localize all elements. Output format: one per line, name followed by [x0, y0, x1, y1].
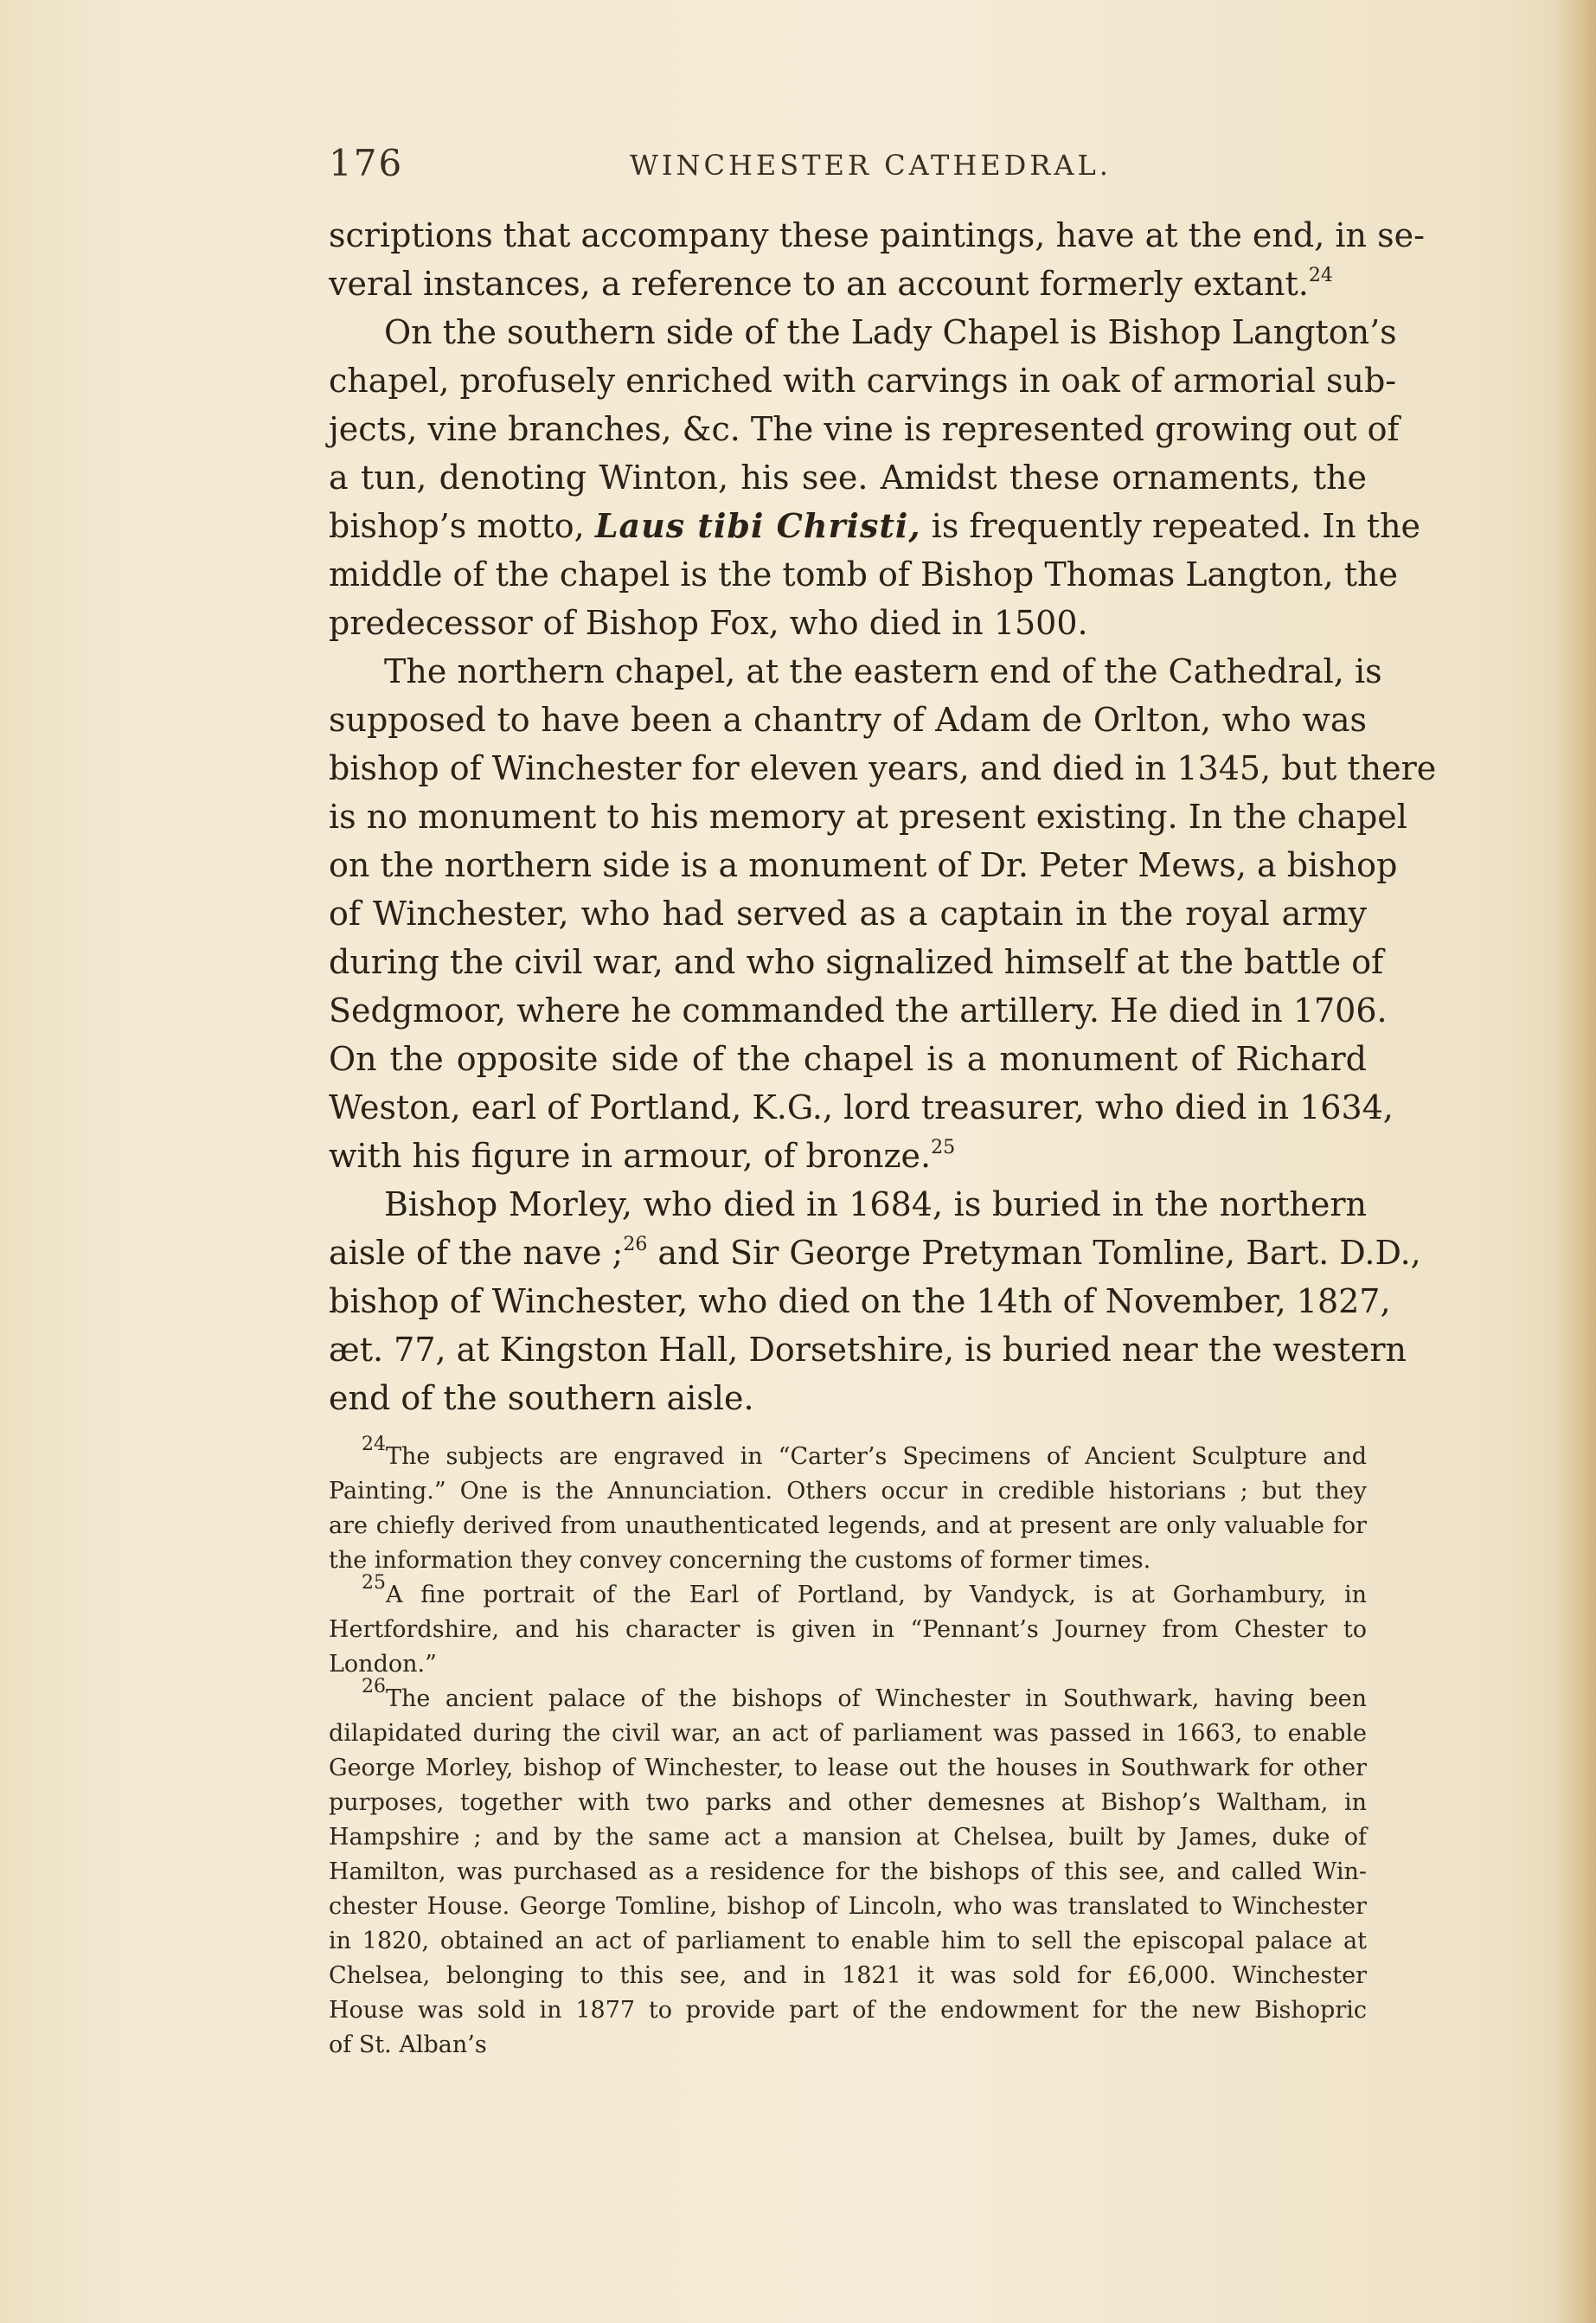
footnote-line: purposes, together with two parks and other demesnes at Bishop’s Waltham, in — [329, 1789, 1367, 1816]
text-line: Sedgmoor, where he commanded the artillery. He died in 1706. — [329, 991, 1388, 1030]
footnote-line: dilapidated during the civil war, an act of parliament was passed in 1663, to enable — [329, 1720, 1367, 1747]
text-line: during the civil war, and who signalized himself at the battle of — [329, 943, 1384, 981]
footnote-line: Chelsea, belonging to this see, and in 1821 it was sold for £6,000. Winchester — [329, 1962, 1367, 1989]
text-line: predecessor of Bishop Fox, who died in 1500. — [329, 604, 1088, 642]
text-line: on the northern side is a monument of Dr. Peter Mews, a bishop — [329, 846, 1398, 884]
page-header — [329, 138, 1367, 190]
motto-blackletter: Laus tibi Christi, — [594, 506, 921, 545]
running-head: WINCHESTER CATHEDRAL. — [630, 149, 1112, 182]
footnote-text: The ancient palace of the bishops of Winchester in Southwark, having been — [386, 1685, 1367, 1712]
text-line: jects, vine branches, &c. The vine is represented growing out of — [329, 410, 1400, 448]
footnote-line: the information they convey concerning the customs of former times. — [329, 1547, 1151, 1574]
footnote-line: Hampshire ; and by the same act a mansion at Chelsea, built by James, duke of — [329, 1824, 1367, 1851]
text-line — [329, 502, 1421, 550]
footnote-ref-26[interactable]: 26 — [623, 1234, 648, 1255]
text-line: middle of the chapel is the tomb of Bishop Thomas Langton, the — [329, 555, 1399, 594]
text-fragment: veral instances, a reference to an account formerly extant. — [329, 265, 1309, 303]
footnote-24 — [329, 1434, 1367, 1474]
footnote-line: are chiefly derived from unauthenticated legends, and at present are only valuable for — [329, 1512, 1367, 1539]
text-fragment: aisle of the nave ; — [329, 1234, 624, 1272]
page-number: 176 — [329, 142, 404, 184]
text-fragment: with his figure in armour, of bronze. — [329, 1137, 932, 1175]
text-line: Bishop Morley, who died in 1684, is buried in the northern — [384, 1185, 1367, 1223]
text-line — [329, 1132, 1367, 1180]
footnote-26 — [329, 1676, 1367, 1717]
footnote-number: 25 — [362, 1572, 386, 1594]
footnotes — [329, 1434, 1367, 2063]
text-fragment: and Sir George Pretyman Tomline, Bart. D.D., — [647, 1234, 1421, 1272]
footnote-ref-25[interactable]: 25 — [931, 1137, 956, 1158]
footnote-line: Hertfordshire, and his character is given in “Pennant’s Journey from Chester to — [329, 1616, 1367, 1643]
footnote-25 — [329, 1572, 1367, 1613]
footnote-text: The subjects are engraved in “Carter’s Specimens of Ancient Sculpture and — [386, 1443, 1367, 1470]
text-line: On the southern side of the Lady Chapel is Bishop Langton’s — [384, 313, 1397, 351]
footnote-number: 24 — [362, 1434, 386, 1455]
text-line: a tun, denoting Winton, his see. Amidst these ornaments, the — [329, 459, 1367, 497]
text-line: chapel, profusely enriched with carvings in oak of armorial sub- — [329, 362, 1397, 400]
text-fragment: bishop’s motto, — [329, 507, 585, 545]
footnote-line: Painting.” One is the Annunciation. Others occur in credible historians ; but they — [329, 1478, 1367, 1505]
text-line: Weston, earl of Portland, K.G., lord treasurer, who died in 1634, — [329, 1088, 1394, 1126]
text-line: end of the southern aisle. — [329, 1379, 754, 1417]
footnote-line: of St. Alban’s — [329, 2031, 487, 2058]
footnote-text: A fine portrait of the Earl of Portland, by Vandyck, is at Gorhambury, in — [386, 1582, 1367, 1608]
text-line — [329, 1229, 1421, 1277]
footnote-line: Hamilton, was purchased as a residence for the bishops of this see, and called Win- — [329, 1858, 1367, 1885]
text-line: æt. 77, at Kingston Hall, Dorsetshire, is buried near the western — [329, 1331, 1407, 1369]
footnote-number: 26 — [362, 1676, 386, 1697]
page-edge-shadow — [1556, 0, 1596, 2323]
text-line: bishop of Winchester, who died on the 14th of November, 1827, — [329, 1282, 1391, 1320]
footnote-line: George Morley, bishop of Winchester, to lease out the houses in Southwark for other — [329, 1755, 1367, 1781]
text-fragment: is frequently repeated. In the — [931, 507, 1421, 545]
text-line: bishop of Winchester for eleven years, and died in 1345, but there — [329, 749, 1437, 787]
footnote-line: London.” — [329, 1651, 437, 1678]
footnote-line: in 1820, obtained an act of parliament to enable him to sell the episcopal palace at — [329, 1928, 1367, 1954]
text-line: of Winchester, who had served as a captain in the royal army — [329, 895, 1367, 933]
text-line — [329, 260, 1367, 308]
footnote-ref-24[interactable]: 24 — [1308, 265, 1333, 286]
text-line: scriptions that accompany these paintings, have at the end, in se- — [329, 216, 1425, 254]
footnote-line: chester House. George Tomline, bishop of Lincoln, who was translated to Winchester — [329, 1893, 1367, 1920]
text-line: is no monument to his memory at present existing. In the chapel — [329, 798, 1407, 836]
footnote-line: House was sold in 1877 to provide part of the endowment for the new Bishopric — [329, 1997, 1367, 2024]
text-line: On the opposite side of the chapel is a monument of Richard — [329, 1040, 1367, 1078]
body-text — [329, 211, 1437, 1422]
text-line: The northern chapel, at the eastern end of the Cathedral, is — [384, 652, 1382, 690]
text-line: supposed to have been a chantry of Adam de Orlton, who was — [329, 701, 1367, 739]
